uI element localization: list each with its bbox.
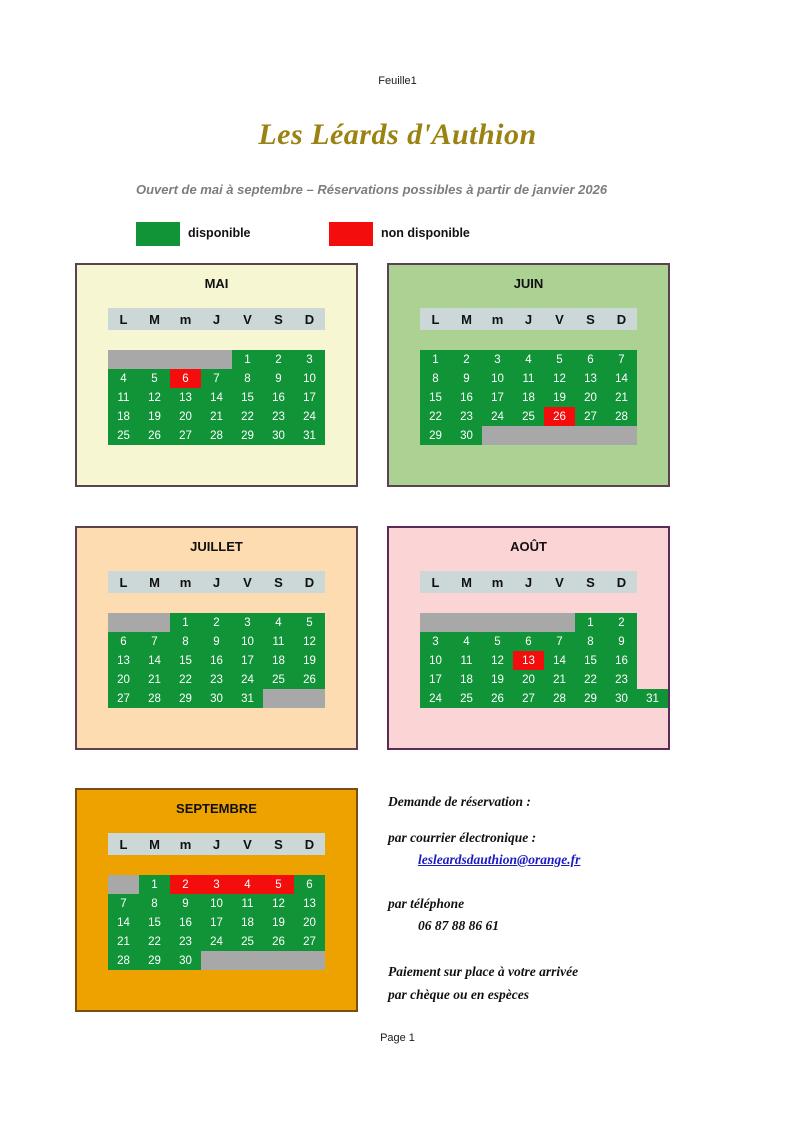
subtitle: Ouvert de mai à septembre – Réservations possibles à partir de janvier 2026 — [136, 182, 608, 197]
week-row — [108, 369, 325, 388]
day-cell-7-available[interactable]: 7 — [139, 632, 170, 651]
week-row — [420, 350, 637, 369]
day-cell-16-available[interactable]: 16 — [606, 651, 637, 670]
day-cell-12-available[interactable]: 12 — [139, 388, 170, 407]
contact-heading: Demande de réservation : — [388, 794, 531, 809]
day-cell-24-available[interactable]: 24 — [482, 407, 513, 426]
weekday-header-row — [108, 833, 325, 855]
weekday-header-2: m — [179, 574, 192, 590]
day-cell-9-available[interactable]: 9 — [201, 632, 232, 651]
weekday-header-3: J — [212, 574, 221, 590]
weekday-header-0: L — [119, 574, 128, 590]
calendar-panel-juin — [387, 263, 670, 487]
day-cell-25-available[interactable]: 25 — [513, 407, 544, 426]
day-cell-13-unavailable[interactable]: 13 — [513, 651, 544, 670]
day-cell-24-available[interactable]: 24 — [201, 932, 232, 951]
day-cell-22-available[interactable]: 22 — [232, 407, 263, 426]
week-row — [108, 350, 325, 369]
day-cell-17-available[interactable]: 17 — [294, 388, 325, 407]
day-cell-29-available[interactable]: 29 — [170, 689, 201, 708]
day-cell-22-available[interactable]: 22 — [139, 932, 170, 951]
week-row — [420, 613, 668, 632]
week-row — [108, 913, 325, 932]
week-row — [108, 932, 325, 951]
day-cell-empty — [232, 951, 263, 970]
day-cell-2-available[interactable]: 2 — [201, 613, 232, 632]
weekday-header-6: D — [616, 574, 627, 590]
day-cell-2-available[interactable]: 2 — [451, 350, 482, 369]
legend — [136, 222, 656, 248]
day-cell-17-available[interactable]: 17 — [482, 388, 513, 407]
weekday-header-row — [420, 571, 637, 593]
day-cell-8-available[interactable]: 8 — [170, 632, 201, 651]
day-cell-10-available[interactable]: 10 — [232, 632, 263, 651]
day-cell-15-available[interactable]: 15 — [575, 651, 606, 670]
day-cell-31-available[interactable]: 31 — [637, 689, 668, 708]
week-row — [420, 369, 637, 388]
day-cell-19-available[interactable]: 19 — [139, 407, 170, 426]
day-cell-14-available[interactable]: 14 — [606, 369, 637, 388]
day-cell-10-available[interactable]: 10 — [420, 651, 451, 670]
weekday-header-0: L — [119, 311, 128, 327]
day-cell-13-available[interactable]: 13 — [294, 894, 325, 913]
day-cell-empty — [606, 426, 637, 445]
day-grid — [108, 613, 325, 708]
day-cell-21-available[interactable]: 21 — [139, 670, 170, 689]
day-cell-15-available[interactable]: 15 — [139, 913, 170, 932]
day-cell-29-available[interactable]: 29 — [420, 426, 451, 445]
day-cell-empty — [139, 350, 170, 369]
day-cell-19-available[interactable]: 19 — [482, 670, 513, 689]
weekday-header-1: M — [461, 311, 472, 327]
day-cell-16-available[interactable]: 16 — [170, 913, 201, 932]
day-cell-12-available[interactable]: 12 — [294, 632, 325, 651]
day-cell-21-available[interactable]: 21 — [606, 388, 637, 407]
day-cell-22-available[interactable]: 22 — [170, 670, 201, 689]
day-cell-26-available[interactable]: 26 — [139, 426, 170, 445]
day-cell-25-available[interactable]: 25 — [263, 670, 294, 689]
day-cell-empty — [139, 613, 170, 632]
day-cell-5-available[interactable]: 5 — [544, 350, 575, 369]
week-row — [108, 426, 325, 445]
day-cell-empty — [420, 613, 451, 632]
day-cell-23-available[interactable]: 23 — [170, 932, 201, 951]
day-cell-20-available[interactable]: 20 — [575, 388, 606, 407]
day-cell-21-available[interactable]: 21 — [108, 932, 139, 951]
day-cell-18-available[interactable]: 18 — [263, 651, 294, 670]
weekday-header-6: D — [616, 311, 627, 327]
day-cell-24-available[interactable]: 24 — [420, 689, 451, 708]
day-cell-28-available[interactable]: 28 — [139, 689, 170, 708]
day-cell-8-available[interactable]: 8 — [139, 894, 170, 913]
week-row — [420, 407, 637, 426]
day-cell-28-available[interactable]: 28 — [544, 689, 575, 708]
day-cell-8-available[interactable]: 8 — [232, 369, 263, 388]
day-cell-8-available[interactable]: 8 — [420, 369, 451, 388]
day-cell-empty — [294, 689, 325, 708]
day-cell-19-available[interactable]: 19 — [263, 913, 294, 932]
day-cell-11-available[interactable]: 11 — [513, 369, 544, 388]
day-cell-8-available[interactable]: 8 — [575, 632, 606, 651]
day-cell-9-available[interactable]: 9 — [263, 369, 294, 388]
day-grid — [108, 875, 325, 970]
day-cell-25-available[interactable]: 25 — [232, 932, 263, 951]
payment-line-1: Paiement sur place à votre arrivée — [388, 963, 579, 979]
day-cell-empty — [451, 613, 482, 632]
day-cell-19-available[interactable]: 19 — [544, 388, 575, 407]
day-cell-9-available[interactable]: 9 — [606, 632, 637, 651]
week-row — [108, 632, 325, 651]
legend-swatch-available — [136, 222, 180, 246]
weekday-header-2: m — [491, 574, 504, 590]
day-cell-1-available[interactable]: 1 — [139, 875, 170, 894]
day-cell-6-available[interactable]: 6 — [108, 632, 139, 651]
day-cell-10-available[interactable]: 10 — [201, 894, 232, 913]
weekday-header-4: V — [243, 836, 252, 852]
day-cell-4-available[interactable]: 4 — [263, 613, 294, 632]
day-cell-25-available[interactable]: 25 — [451, 689, 482, 708]
day-cell-18-available[interactable]: 18 — [232, 913, 263, 932]
day-cell-13-available[interactable]: 13 — [575, 369, 606, 388]
day-cell-27-available[interactable]: 27 — [513, 689, 544, 708]
day-cell-18-available[interactable]: 18 — [513, 388, 544, 407]
day-cell-4-available[interactable]: 4 — [451, 632, 482, 651]
day-cell-16-available[interactable]: 16 — [451, 388, 482, 407]
day-cell-26-unavailable[interactable]: 26 — [544, 407, 575, 426]
day-cell-26-available[interactable]: 26 — [482, 689, 513, 708]
weekday-header-1: M — [149, 311, 160, 327]
day-cell-empty — [170, 350, 201, 369]
day-cell-29-available[interactable]: 29 — [139, 951, 170, 970]
week-row — [108, 651, 325, 670]
day-cell-11-available[interactable]: 11 — [232, 894, 263, 913]
day-cell-20-available[interactable]: 20 — [108, 670, 139, 689]
day-cell-20-available[interactable]: 20 — [294, 913, 325, 932]
weekday-header-6: D — [304, 836, 315, 852]
weekday-header-0: L — [431, 311, 440, 327]
calendar-title: AOÛT — [510, 539, 547, 554]
week-row — [420, 632, 668, 651]
day-cell-28-available[interactable]: 28 — [108, 951, 139, 970]
day-cell-20-available[interactable]: 20 — [170, 407, 201, 426]
day-cell-14-available[interactable]: 14 — [544, 651, 575, 670]
day-cell-9-available[interactable]: 9 — [451, 369, 482, 388]
contact-phone-label: par téléphone — [388, 895, 465, 911]
week-row — [420, 426, 637, 445]
weekday-header-4: V — [243, 311, 252, 327]
day-cell-5-available[interactable]: 5 — [294, 613, 325, 632]
day-cell-empty — [513, 613, 544, 632]
day-cell-28-available[interactable]: 28 — [606, 407, 637, 426]
day-cell-11-available[interactable]: 11 — [108, 388, 139, 407]
day-cell-2-unavailable[interactable]: 2 — [170, 875, 201, 894]
day-cell-12-available[interactable]: 12 — [544, 369, 575, 388]
day-cell-24-available[interactable]: 24 — [232, 670, 263, 689]
day-cell-empty — [575, 426, 606, 445]
week-row — [108, 689, 325, 708]
day-cell-16-available[interactable]: 16 — [263, 388, 294, 407]
day-cell-22-available[interactable]: 22 — [420, 407, 451, 426]
day-cell-empty — [108, 613, 139, 632]
day-cell-18-available[interactable]: 18 — [451, 670, 482, 689]
weekday-header-3: J — [212, 311, 221, 327]
day-grid — [420, 613, 668, 708]
contact-email-label: par courrier électronique : — [388, 829, 537, 845]
day-cell-3-available[interactable]: 3 — [232, 613, 263, 632]
weekday-header-row — [420, 308, 637, 330]
sheet-label: Feuille1 — [378, 75, 417, 87]
calendar-title: SEPTEMBRE — [176, 801, 257, 816]
day-cell-6-available[interactable]: 6 — [294, 875, 325, 894]
day-cell-23-available[interactable]: 23 — [201, 670, 232, 689]
day-cell-1-available[interactable]: 1 — [232, 350, 263, 369]
day-cell-empty — [482, 426, 513, 445]
day-cell-1-available[interactable]: 1 — [170, 613, 201, 632]
weekday-header-row — [108, 571, 325, 593]
day-cell-empty — [544, 426, 575, 445]
weekday-header-1: M — [149, 836, 160, 852]
day-cell-1-available[interactable]: 1 — [420, 350, 451, 369]
day-cell-19-available[interactable]: 19 — [294, 651, 325, 670]
day-cell-15-available[interactable]: 15 — [232, 388, 263, 407]
page-title: Les Léards d'Authion — [258, 118, 537, 151]
contact-email-link[interactable]: lesleardsdauthion@orange.fr — [418, 852, 581, 867]
day-cell-25-available[interactable]: 25 — [108, 426, 139, 445]
calendar-panel-août — [387, 526, 670, 750]
week-row — [108, 894, 325, 913]
day-cell-empty — [544, 613, 575, 632]
weekday-header-2: m — [491, 311, 504, 327]
calendar-panel-juillet — [75, 526, 358, 750]
page-footer: Page 1 — [380, 1032, 415, 1044]
day-cell-11-available[interactable]: 11 — [263, 632, 294, 651]
day-cell-23-available[interactable]: 23 — [606, 670, 637, 689]
weekday-header-1: M — [461, 574, 472, 590]
calendar-title: JUILLET — [190, 539, 243, 554]
weekday-header-5: S — [274, 311, 283, 327]
day-cell-10-available[interactable]: 10 — [482, 369, 513, 388]
day-cell-empty — [201, 951, 232, 970]
weekday-header-1: M — [149, 574, 160, 590]
day-cell-6-unavailable[interactable]: 6 — [170, 369, 201, 388]
day-cell-30-available[interactable]: 30 — [201, 689, 232, 708]
day-cell-13-available[interactable]: 13 — [108, 651, 139, 670]
day-cell-4-available[interactable]: 4 — [108, 369, 139, 388]
day-cell-17-available[interactable]: 17 — [420, 670, 451, 689]
legend-swatch-unavailable — [329, 222, 373, 246]
weekday-header-0: L — [431, 574, 440, 590]
day-cell-2-available[interactable]: 2 — [606, 613, 637, 632]
week-row — [108, 670, 325, 689]
day-cell-29-available[interactable]: 29 — [232, 426, 263, 445]
day-cell-5-available[interactable]: 5 — [482, 632, 513, 651]
day-cell-14-available[interactable]: 14 — [108, 913, 139, 932]
day-cell-28-available[interactable]: 28 — [201, 426, 232, 445]
week-row — [108, 951, 325, 970]
weekday-header-6: D — [304, 311, 315, 327]
day-cell-3-available[interactable]: 3 — [482, 350, 513, 369]
day-cell-30-available[interactable]: 30 — [263, 426, 294, 445]
day-grid — [420, 350, 637, 445]
contact-block — [388, 795, 708, 1002]
week-row — [420, 670, 668, 689]
day-cell-29-available[interactable]: 29 — [575, 689, 606, 708]
day-cell-3-available[interactable]: 3 — [420, 632, 451, 651]
day-cell-2-available[interactable]: 2 — [263, 350, 294, 369]
day-cell-3-unavailable[interactable]: 3 — [201, 875, 232, 894]
day-cell-31-available[interactable]: 31 — [232, 689, 263, 708]
weekday-header-5: S — [274, 574, 283, 590]
day-cell-empty — [263, 951, 294, 970]
day-cell-4-unavailable[interactable]: 4 — [232, 875, 263, 894]
week-row — [108, 875, 325, 894]
day-cell-5-unavailable[interactable]: 5 — [263, 875, 294, 894]
weekday-header-4: V — [243, 574, 252, 590]
day-cell-20-available[interactable]: 20 — [513, 670, 544, 689]
weekday-header-0: L — [119, 836, 128, 852]
day-cell-11-available[interactable]: 11 — [451, 651, 482, 670]
day-cell-14-available[interactable]: 14 — [139, 651, 170, 670]
calendar-panel-septembre — [75, 788, 358, 1012]
weekday-header-5: S — [586, 574, 595, 590]
day-cell-31-available[interactable]: 31 — [294, 426, 325, 445]
calendar-title: JUIN — [513, 276, 544, 291]
week-row — [420, 651, 668, 670]
day-cell-12-available[interactable]: 12 — [263, 894, 294, 913]
day-cell-5-available[interactable]: 5 — [139, 369, 170, 388]
day-cell-empty — [263, 689, 294, 708]
week-row — [108, 613, 325, 632]
weekday-header-5: S — [586, 311, 595, 327]
day-cell-30-available[interactable]: 30 — [170, 951, 201, 970]
day-cell-13-available[interactable]: 13 — [170, 388, 201, 407]
payment-line-2: par chèque ou en espèces — [388, 987, 529, 1002]
day-cell-30-available[interactable]: 30 — [451, 426, 482, 445]
day-cell-9-available[interactable]: 9 — [170, 894, 201, 913]
day-cell-21-available[interactable]: 21 — [544, 670, 575, 689]
day-cell-3-available[interactable]: 3 — [294, 350, 325, 369]
weekday-header-2: m — [179, 836, 192, 852]
day-cell-empty — [482, 613, 513, 632]
day-cell-6-available[interactable]: 6 — [575, 350, 606, 369]
weekday-header-4: V — [555, 574, 564, 590]
day-cell-empty — [108, 875, 139, 894]
day-cell-18-available[interactable]: 18 — [108, 407, 139, 426]
day-cell-7-available[interactable]: 7 — [544, 632, 575, 651]
day-cell-30-available[interactable]: 30 — [606, 689, 637, 708]
day-cell-21-available[interactable]: 21 — [201, 407, 232, 426]
weekday-header-5: S — [274, 836, 283, 852]
legend-label-unavailable: non disponible — [381, 226, 470, 240]
week-row — [420, 388, 637, 407]
day-cell-15-available[interactable]: 15 — [420, 388, 451, 407]
day-cell-7-available[interactable]: 7 — [108, 894, 139, 913]
weekday-header-2: m — [179, 311, 192, 327]
day-cell-27-available[interactable]: 27 — [575, 407, 606, 426]
day-cell-17-available[interactable]: 17 — [232, 651, 263, 670]
day-cell-15-available[interactable]: 15 — [170, 651, 201, 670]
day-cell-26-available[interactable]: 26 — [294, 670, 325, 689]
day-cell-empty — [108, 350, 139, 369]
day-cell-7-available[interactable]: 7 — [606, 350, 637, 369]
weekday-header-3: J — [524, 311, 533, 327]
day-cell-26-available[interactable]: 26 — [263, 932, 294, 951]
day-cell-27-available[interactable]: 27 — [294, 932, 325, 951]
day-cell-10-available[interactable]: 10 — [294, 369, 325, 388]
day-cell-14-available[interactable]: 14 — [201, 388, 232, 407]
weekday-header-3: J — [524, 574, 533, 590]
calendar-title: MAI — [204, 276, 229, 291]
weekday-header-4: V — [555, 311, 564, 327]
day-cell-6-available[interactable]: 6 — [513, 632, 544, 651]
day-cell-16-available[interactable]: 16 — [201, 651, 232, 670]
day-cell-22-available[interactable]: 22 — [575, 670, 606, 689]
weekday-header-3: J — [212, 836, 221, 852]
week-row — [420, 689, 668, 708]
day-cell-24-available[interactable]: 24 — [294, 407, 325, 426]
weekday-header-6: D — [304, 574, 315, 590]
day-cell-23-available[interactable]: 23 — [451, 407, 482, 426]
day-grid — [108, 350, 325, 445]
day-cell-23-available[interactable]: 23 — [263, 407, 294, 426]
day-cell-27-available[interactable]: 27 — [108, 689, 139, 708]
day-cell-empty — [513, 426, 544, 445]
day-cell-7-available[interactable]: 7 — [201, 369, 232, 388]
legend-label-available: disponible — [188, 226, 251, 240]
contact-phone-number: 06 87 88 86 61 — [418, 918, 499, 933]
day-cell-1-available[interactable]: 1 — [575, 613, 606, 632]
calendar-panel-mai — [75, 263, 358, 487]
day-cell-27-available[interactable]: 27 — [170, 426, 201, 445]
day-cell-17-available[interactable]: 17 — [201, 913, 232, 932]
week-row — [108, 388, 325, 407]
day-cell-empty — [294, 951, 325, 970]
day-cell-empty — [201, 350, 232, 369]
day-cell-12-available[interactable]: 12 — [482, 651, 513, 670]
day-cell-4-available[interactable]: 4 — [513, 350, 544, 369]
weekday-header-row — [108, 308, 325, 330]
week-row — [108, 407, 325, 426]
